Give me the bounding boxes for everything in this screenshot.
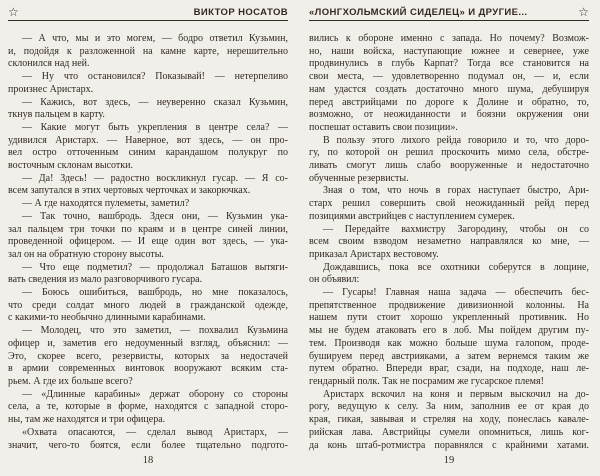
text-line: значит, чего-то боятся, если более тщательно подгото- [8,439,288,451]
page-number-left: 18 [142,455,154,467]
text-line: — Что еще подметил? — продолжал Баташов вытяги- [22,261,288,273]
text-line: Зная о том, что ночь в горах наступает быстро, Ари- [323,185,589,197]
text-line: зал пальцем три точки по краям и в центре синей линии, [8,223,288,235]
running-head-book-title: «ЛОНГХОЛЬМСКИЙ СИДЕЛЕЦ» И ДРУГИЕ... [309,7,528,18]
text-line: ткнув пальцем в карту. [8,109,105,121]
text-line: зал он на обратную сторону высоты. [8,248,164,260]
text-line: — Ну что остановился? Показывай! — нетерпеливо [22,71,288,83]
text-line: — А где находятся пулеметы, заметил? [22,198,190,210]
text-line: — Гусары! Главная наша задача — обеспечить бес- [323,287,589,299]
page-left [8,3,288,466]
text-line: — Какие могут быть укрепления в центре села? — [22,121,288,133]
text-line: нашем пути стоит хорошо укрепленный противник. Но [309,312,589,324]
text-line: вились к обороне именно с запада. Но почему? Возмож- [309,33,589,44]
text-line: — Боюсь ошибиться, вашбродь, но мне показалось, [22,287,288,299]
text-line: позициями австрийцев с наступлением сумерек. [309,210,515,222]
text-line: в армии современных винтовок вооружают всяким ста- [8,363,288,375]
text-line: Дождавшись, пока все охотники соберутся в лощине, [323,261,589,273]
text-line: — А что, мы и это могем, — бодро ответил Кузьмин, [22,33,288,44]
text-line: продвинулись в глубь Карпат? Тогда все становится на [309,58,589,70]
text-line: приказал Аристарх вестовому. [309,248,439,260]
running-head-right [309,3,589,21]
text-line: он объявил: [309,274,360,286]
page-number-right: 19 [443,455,455,467]
text-line: вать сведения из мало разговорчивого гусара. [8,274,203,286]
text-line: возможно, от неожиданности и боязни окружения они [309,109,589,121]
text-line: восточным склонам высотки. [8,160,133,172]
text-line: и, подойдя к разложенной на камне карте, нерешительно [8,45,288,57]
text-line: вел остро отточенным синим карандашом полукруг по [8,147,288,159]
text-line: всем запутался в этих чертовых черточках и закорючках. [8,185,251,197]
text-line: «Охвата опасаются, — сделал вывод Аристарх, — [22,426,288,438]
text-line: Аристарх вскочил на коня и первым выскочил на до- [323,388,589,400]
star-ornament-icon: ☆ [8,5,19,19]
text-line: обученные резервисты. [309,172,409,184]
text-line: склонился над ней. [8,58,90,70]
text-line: села, а те, которые в форме, находятся с западной сторо- [8,401,288,413]
text-line: препятственное продвижение дивизионной колонны. На [309,299,589,311]
running-head-left [8,3,288,21]
text-line: офицер и, заметив его недоуменный взгляд, объяснил: — [8,337,288,349]
text-line: — Да! Здесь! — радостно воскликнул гусар. — Я со- [22,172,288,184]
page-text-left [8,33,288,452]
text-line: ны, там же находятся и три офицера. [8,414,166,426]
text-line: произнес Аристарх. [8,83,94,95]
text-line: путем обратно. Впереди враг, сзади, на подходе, наш ле- [309,363,589,375]
page-right [309,3,589,466]
text-line: ливать смогут лишь слабо вооруженные и недостаточно [309,160,589,172]
text-line: рогу, ведущую к селу. За ним, заполнив ее от края до [309,401,589,413]
text-line: гендарный полк. Так не посрамим же гусарское племя! [309,375,544,387]
text-line: — Кажись, вот здесь, — неуверенно сказал Кузьмин, [22,96,288,108]
page-text-right [309,33,589,452]
text-line: всем своим взводом незаметно направлялся ко мне, — [309,236,589,248]
text-line: Это, скорее всего, резервисты, которых за недостачей [8,350,288,362]
text-line: перед австрийцами по дороге к Долине и обратно, то, [309,96,589,108]
text-line: бушируем перед австрияками, а затем вернемся таким же [309,350,589,362]
running-head-author: ВИКТОР НОСАТОВ [193,7,288,18]
text-line: старх решил совершить свой неожиданный рейд перед [309,198,589,210]
text-line: поспешат оставить свои позиции». [309,121,458,133]
star-ornament-icon: ☆ [578,5,589,19]
text-line: тем. Производя как можно больше шума галопом, проде- [309,337,589,349]
text-line: рийская лава. Австрийцы сумели опомниться, лишь ког- [309,426,589,438]
text-line: что среди солдат много людей в гражданской одежде, [8,299,288,311]
text-line: края, гикая, завывая и стреляя на ходу, понеслась кавале- [309,414,589,426]
text-line: рьем. А где их больше всего? [8,375,133,387]
text-line: нам удастся создать достаточно много шума, дебушируя [309,83,589,95]
text-line: мы не будем атаковать его в лоб. Мы пойдем другим пу- [309,325,589,337]
text-line: свои места, — удовлетворенно подумал он, — и, если [309,71,589,83]
text-line: — «Длинные карабины» держат оборону со стороны [22,388,288,400]
text-line: — Передайте вахмистру Загородину, чтобы он со [323,223,589,235]
text-line: — Молодец, что это заметил, — похвалил Кузьмина [22,325,288,337]
text-line: — Так точно, вашбродь. Здеся они, — Кузьмин ука- [22,210,288,222]
text-line: гу, по которой он решил проскочить мимо села, обстре- [309,147,589,159]
text-line: но, наши войска, наступающие южнее и севернее, уже [309,45,589,57]
text-line: с какими-то необычно длинными карабинами. [8,312,206,324]
text-line: В пользу этого лихого рейда говорило и то, что доро- [323,134,589,146]
text-line: проведенной офицером. — И еще один вот здесь, — ука- [8,236,288,248]
text-line: да конь штаб-ротмистра поравнялся с крайними хатами. [309,439,589,451]
text-line: удивился Аристарх. — Наверное, вот здесь, — он про- [8,134,288,146]
